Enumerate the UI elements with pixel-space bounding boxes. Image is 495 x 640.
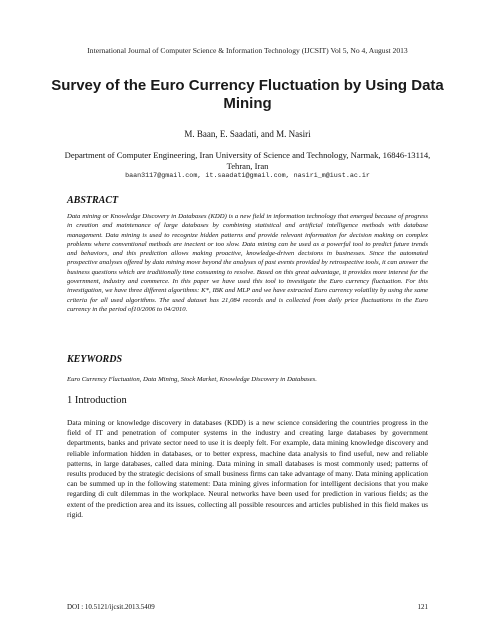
introduction-heading: 1 Introduction	[67, 395, 127, 406]
paper-authors: M. Baan, E. Saadati, and M. Nasiri	[184, 129, 311, 139]
footer-doi: DOI : 10.5121/ijcsit.2013.5409	[67, 603, 155, 611]
introduction-text: Data mining or knowledge discovery in databases (KDD) is a new science considering the countries progress in the field of IT and penetration of computer systems in the industry and creating large databases by government departments, banks and private sector need to use it is deeply felt. For example, data mining knowledge discovery and reliable information hidden in databases, or to better express, machine data analysis to find useful, new and reliable patterns, in large databases, called data mining. Data mining in small databases is most commonly used; patterns of results produced by the strategic decisions of small business firms can take advantage of many. Data mining application can be summed up in the following statement: Data mining gives information for intelligent decisions that you make regarding di cult dilemmas in the workplace. Neural networks have been used for prediction in various fields; as the extent of the prediction area and its issues, collecting all possible resources and articles published in this field makes us rigid.	[67, 418, 428, 519]
abstract-heading: ABSTRACT	[67, 195, 119, 206]
journal-header: International Journal of Computer Science & Information Technology (IJCSIT) Vol 5, No 4, August 2013	[87, 46, 408, 55]
paper-title: Survey of the Euro Currency Fluctuation by Using Data Mining	[51, 77, 444, 112]
author-emails: baan3117@gmail.com, it.saadati@gmail.com, nasiri_m@iust.ac.ir	[125, 172, 370, 180]
page-number: 121	[417, 603, 428, 611]
keywords-heading: KEYWORDS	[67, 354, 123, 365]
abstract-text: Data mining or Knowledge Discovery in Databases (KDD) is a new field in information technology that emerged because of progress in creation and maintenance of large databases by combining statistical and artificial intelligence methods with database management. Data mining is used to recognize hidden patterns and provide relevant information for decision making on complex problems where conventional methods are inecient or too slow. Data mining can be used as a powerful tool to predict future trends and behaviors, and this prediction allows making proactive, knowledge-driven decisions in businesses. Since the automated prospective analyses offered by data mining move beyond the analyses of past events provided by retrospective tools, it can answer the business questions which are traditionally time consuming to resolve. Based on this great advantage, it provides more interest for the government, industry and commerce. In this paper we have used this tool to investigate the Euro currency fluctuation. For this investigation, we have three different algorithms: K*, IBK and MLP and we have extracted Euro currency volatility by using the same criteria for all used algorithms. The used dataset has 21,084 records and is collected from daily price fluctuations in the Euro currency in the period of10/2006 to 04/2010.	[67, 213, 428, 313]
keywords-text: Euro Currency Fluctuation, Data Mining, Stock Market, Knowledge Discovery in Databases.	[67, 376, 317, 383]
author-affiliation: Department of Computer Engineering, Iran University of Science and Technology, Narmak, 16846-13114, Tehran, Iran	[64, 150, 431, 171]
